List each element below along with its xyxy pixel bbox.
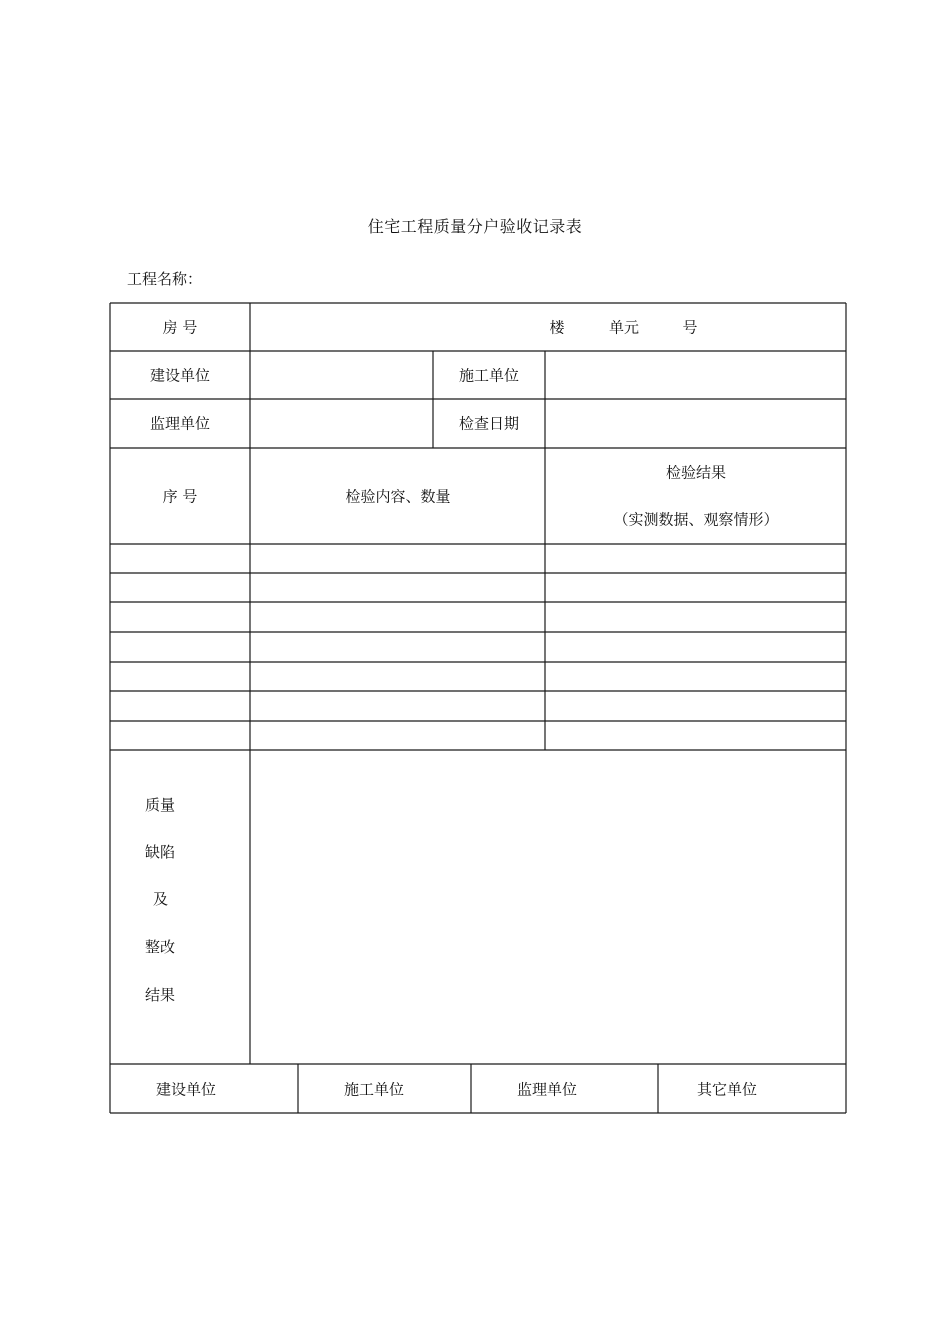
supervision-unit-label: 监理单位 — [149, 414, 211, 433]
defect-line-2: 缺陷 — [145, 843, 176, 861]
defect-line-4: 整改 — [145, 938, 176, 956]
defect-line-1: 质量 — [145, 796, 176, 814]
defect-line-5: 结果 — [145, 986, 176, 1004]
construction-unit-label: 建设单位 — [149, 366, 211, 385]
room-label: 房 号 — [162, 318, 198, 337]
sign-supervision: 监理单位 — [516, 1080, 578, 1099]
result-header: 检验结果 — [665, 463, 727, 482]
page-title: 住宅工程质量分户验收记录表 — [367, 217, 583, 236]
content-header: 检验内容、数量 — [345, 487, 451, 506]
inspection-date-label: 检查日期 — [458, 414, 520, 433]
room-building: 楼 — [549, 318, 565, 337]
defect-line-3: 及 — [153, 890, 169, 908]
room-number: 号 — [682, 318, 698, 337]
sign-construction: 建设单位 — [155, 1080, 217, 1099]
seq-header: 序 号 — [162, 487, 198, 506]
result-note: （实测数据、观察情形） — [613, 510, 779, 529]
project-name-label: 工程名称： — [127, 270, 203, 288]
sign-contractor: 施工单位 — [343, 1080, 405, 1099]
contractor-unit-label: 施工单位 — [458, 366, 520, 385]
room-unit: 单元 — [608, 318, 640, 337]
sign-other: 其它单位 — [696, 1080, 758, 1099]
